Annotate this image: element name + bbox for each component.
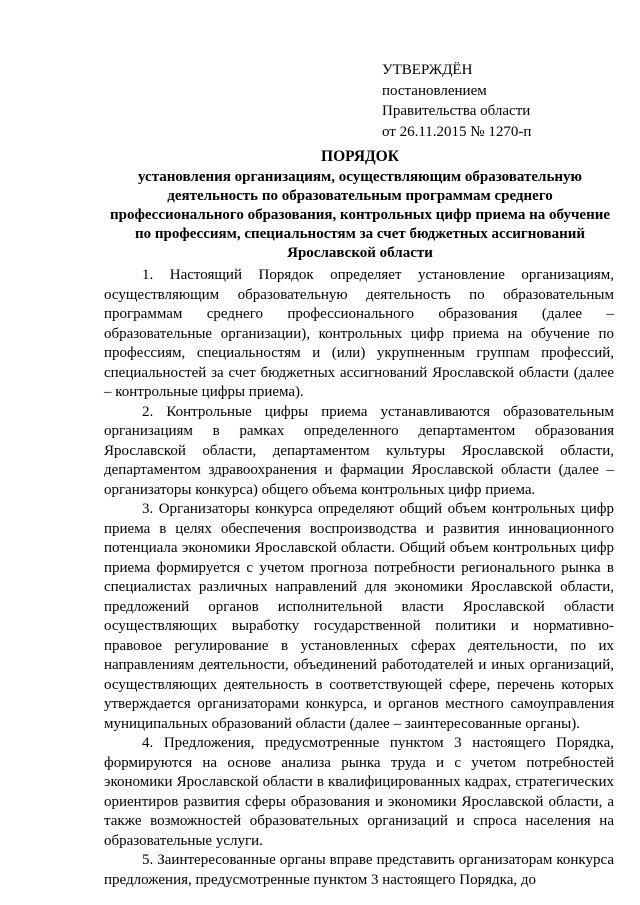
document-body [104,266,614,890]
approval-line-government: Правительства области [382,103,531,119]
document-title: ПОРЯДОК [321,148,399,165]
document-header [100,147,620,263]
paragraph-2: 2. Контрольные цифры приема устанавливаются образовательным организациям в рамках определенного департаментом образования Ярославской области, департаментом культуры Ярославской области, департаментом здравоохранения и фармации Ярославской области (далее – организаторы конкурса) общего объема контрольных цифр приема. [104,403,614,498]
paragraph-5: 5. Заинтересованные органы вправе представить организаторам конкурса предложения, предусмотренные пунктом 3 настоящего Порядка, до [104,852,614,888]
paragraph-3: 3. Организаторы конкурса определяют общий объем контрольных цифр приема в целях обеспечения воспроизводства и развития инновационного потенциала экономики Ярославской области. Общий объем контрольных цифр приема формируется с учетом прогноза потребности регионального рынка в специалистах различных направлений для экономики Ярославской области, предложений органов исполнительной власти Ярославской области осуществляющих выработку государственной политики и нормативно-правовое регулирование в установленных сферах деятельности, по их направлениям деятельности, объединений работодателей и иных организаций, осуществляющих деятельность в соответствующей сфере, перечень которых утверждается организаторами конкурса, и органов местного самоуправления муниципальных образований области (далее – заинтересованные органы). [104,501,614,732]
paragraph-1: 1. Настоящий Порядок определяет установление организациям, осуществляющим образовательную деятельность по образовательным программам среднего профессионального образования (далее – образовательные организации), контрольных цифр приема на обучение по профессиям, специальностям и (или) укрупненным группам профессий, специальностей за счет бюджетных ассигнований Ярославской области (далее – контрольные цифры приема). [104,267,614,400]
approval-line-date-number: от 26.11.2015 № 1270-п [382,123,532,140]
approval-heading: УТВЕРЖДЁН [382,62,473,78]
paragraph-4: 4. Предложения, предусмотренные пунктом 3 настоящего Порядка, формируются на основе анализа рынка труда и с учетом потребностей экономики Ярославской области в квалифицированных кадрах, стратегических ориентиров развития сферы образования и экономики Ярославской области, а также возможностей образовательных организаций и спроса населения на образовательные услуги. [104,735,614,849]
document-subtitle: установления организациям, осуществляющим образовательную деятельность по образовательным программам среднего профессионального образования, контрольных цифр приема на обучение по профессиям, специальностям за счет бюджетных ассигнований Ярославской области [109,169,611,261]
approval-line-resolution: постановлением [382,82,487,99]
approval-stamp [382,60,531,142]
